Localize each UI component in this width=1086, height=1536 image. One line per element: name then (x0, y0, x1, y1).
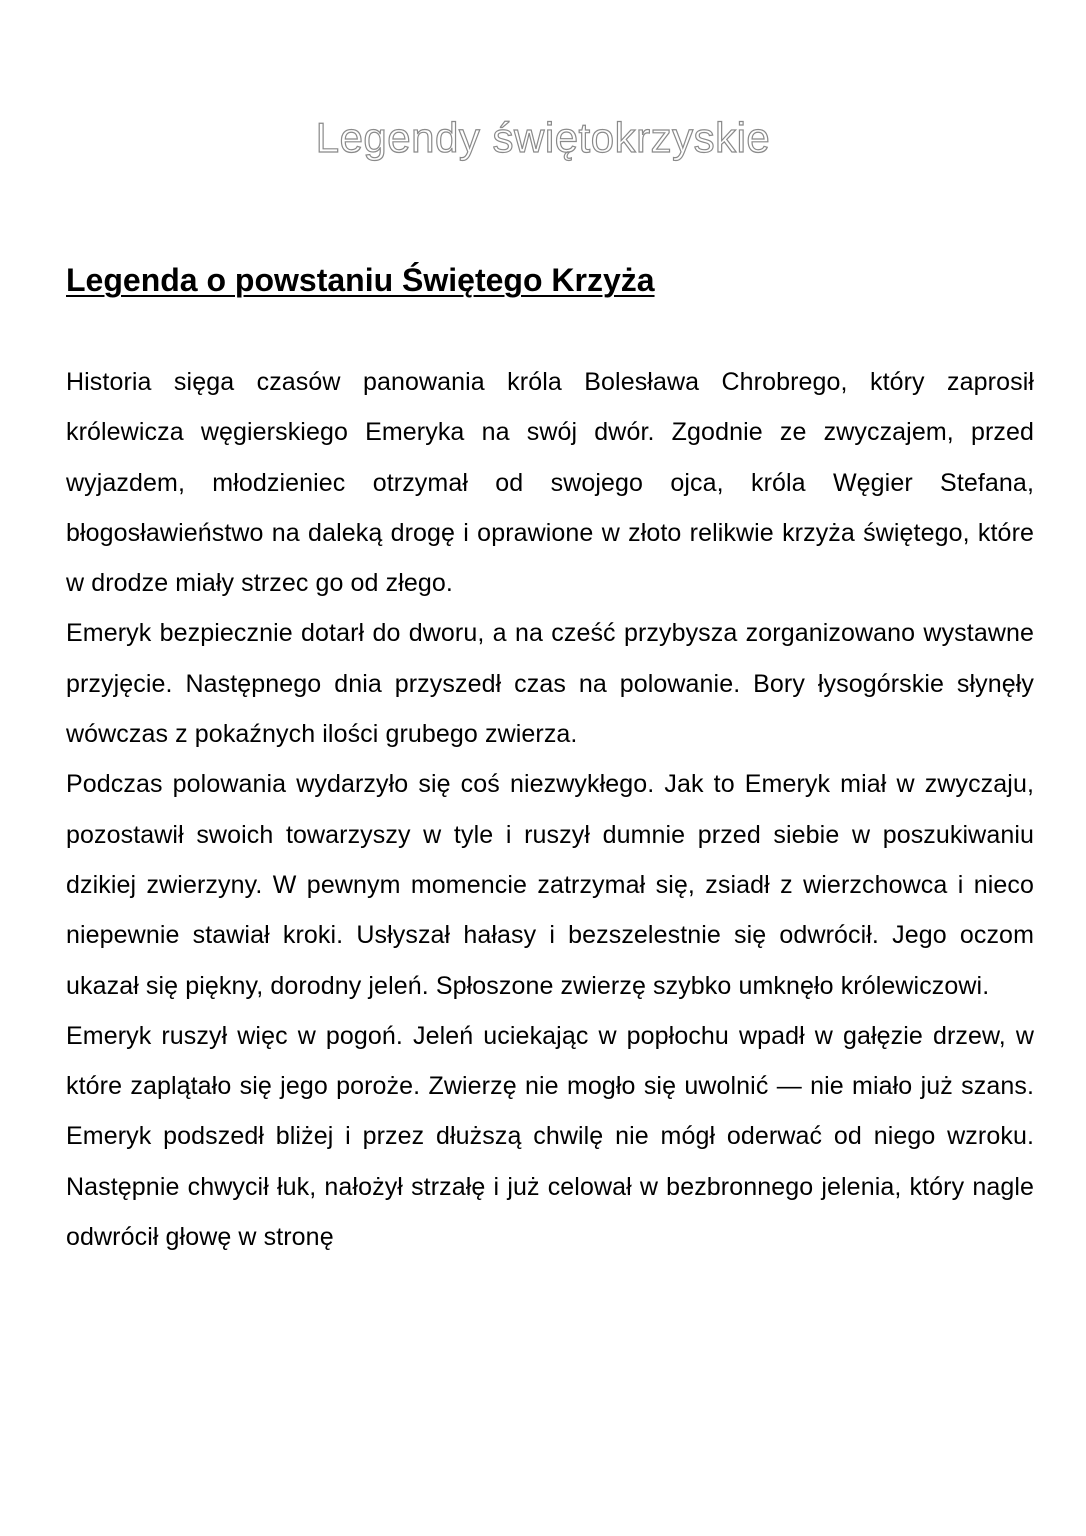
body-text (66, 357, 1034, 1262)
paragraph: Historia sięga czasów panowania króla Bolesława Chrobrego, który zaprosił królewicza węgierskiego Emeryka na swój dwór. Zgodnie ze zwyczajem, przed wyjazdem, młodzieniec otrzymał od swojego ojca, króla Węgier Stefana, błogosławieństwo na daleką drogę i oprawione w złoto relikwie krzyża świętego, które w drodze miały strzec go od złego. (66, 368, 1034, 598)
section-heading: Legenda o powstaniu Świętego Krzyża (66, 262, 655, 298)
paragraph: Emeryk bezpiecznie dotarł do dworu, a na cześć przybysza zorganizowano wystawne przyjęcie. Następnego dnia przyszedł czas na polowanie. Bory łysogórskie słynęły wówczas z pokaźnych ilości grubego zwierza. (66, 619, 1034, 749)
paragraph: Podczas polowania wydarzyło się coś niezwykłego. Jak to Emeryk miał w zwyczaju, pozostawił swoich towarzyszy w tyle i ruszył dumnie przed siebie w poszukiwaniu dzikiej zwierzyny. W pewnym momencie zatrzymał się, zsiadł z wierzchowca i nieco niepewnie stawiał kroki. Usłyszał hałasy i bezszelestnie się odwrócił. Jego oczom ukazał się piękny, dorodny jeleń. Spłoszone zwierzę szybko umknęło królewiczowi. (66, 770, 1034, 1000)
document-title: Legendy świętokrzyskie (315, 114, 771, 161)
paragraph: Emeryk ruszył więc w pogoń. Jeleń uciekając w popłochu wpadł w gałęzie drzew, w które zaplątało się jego poroże. Zwierzę nie mogło się uwolnić — nie miało już szans. Emeryk podszedł bliżej i przez dłuższą chwilę nie mógł oderwać od niego wzroku. Następnie chwycił łuk, nałożył strzałę i już celował w bezbronnego jelenia, który nagle odwrócił głowę w stronę (66, 1021, 1034, 1252)
